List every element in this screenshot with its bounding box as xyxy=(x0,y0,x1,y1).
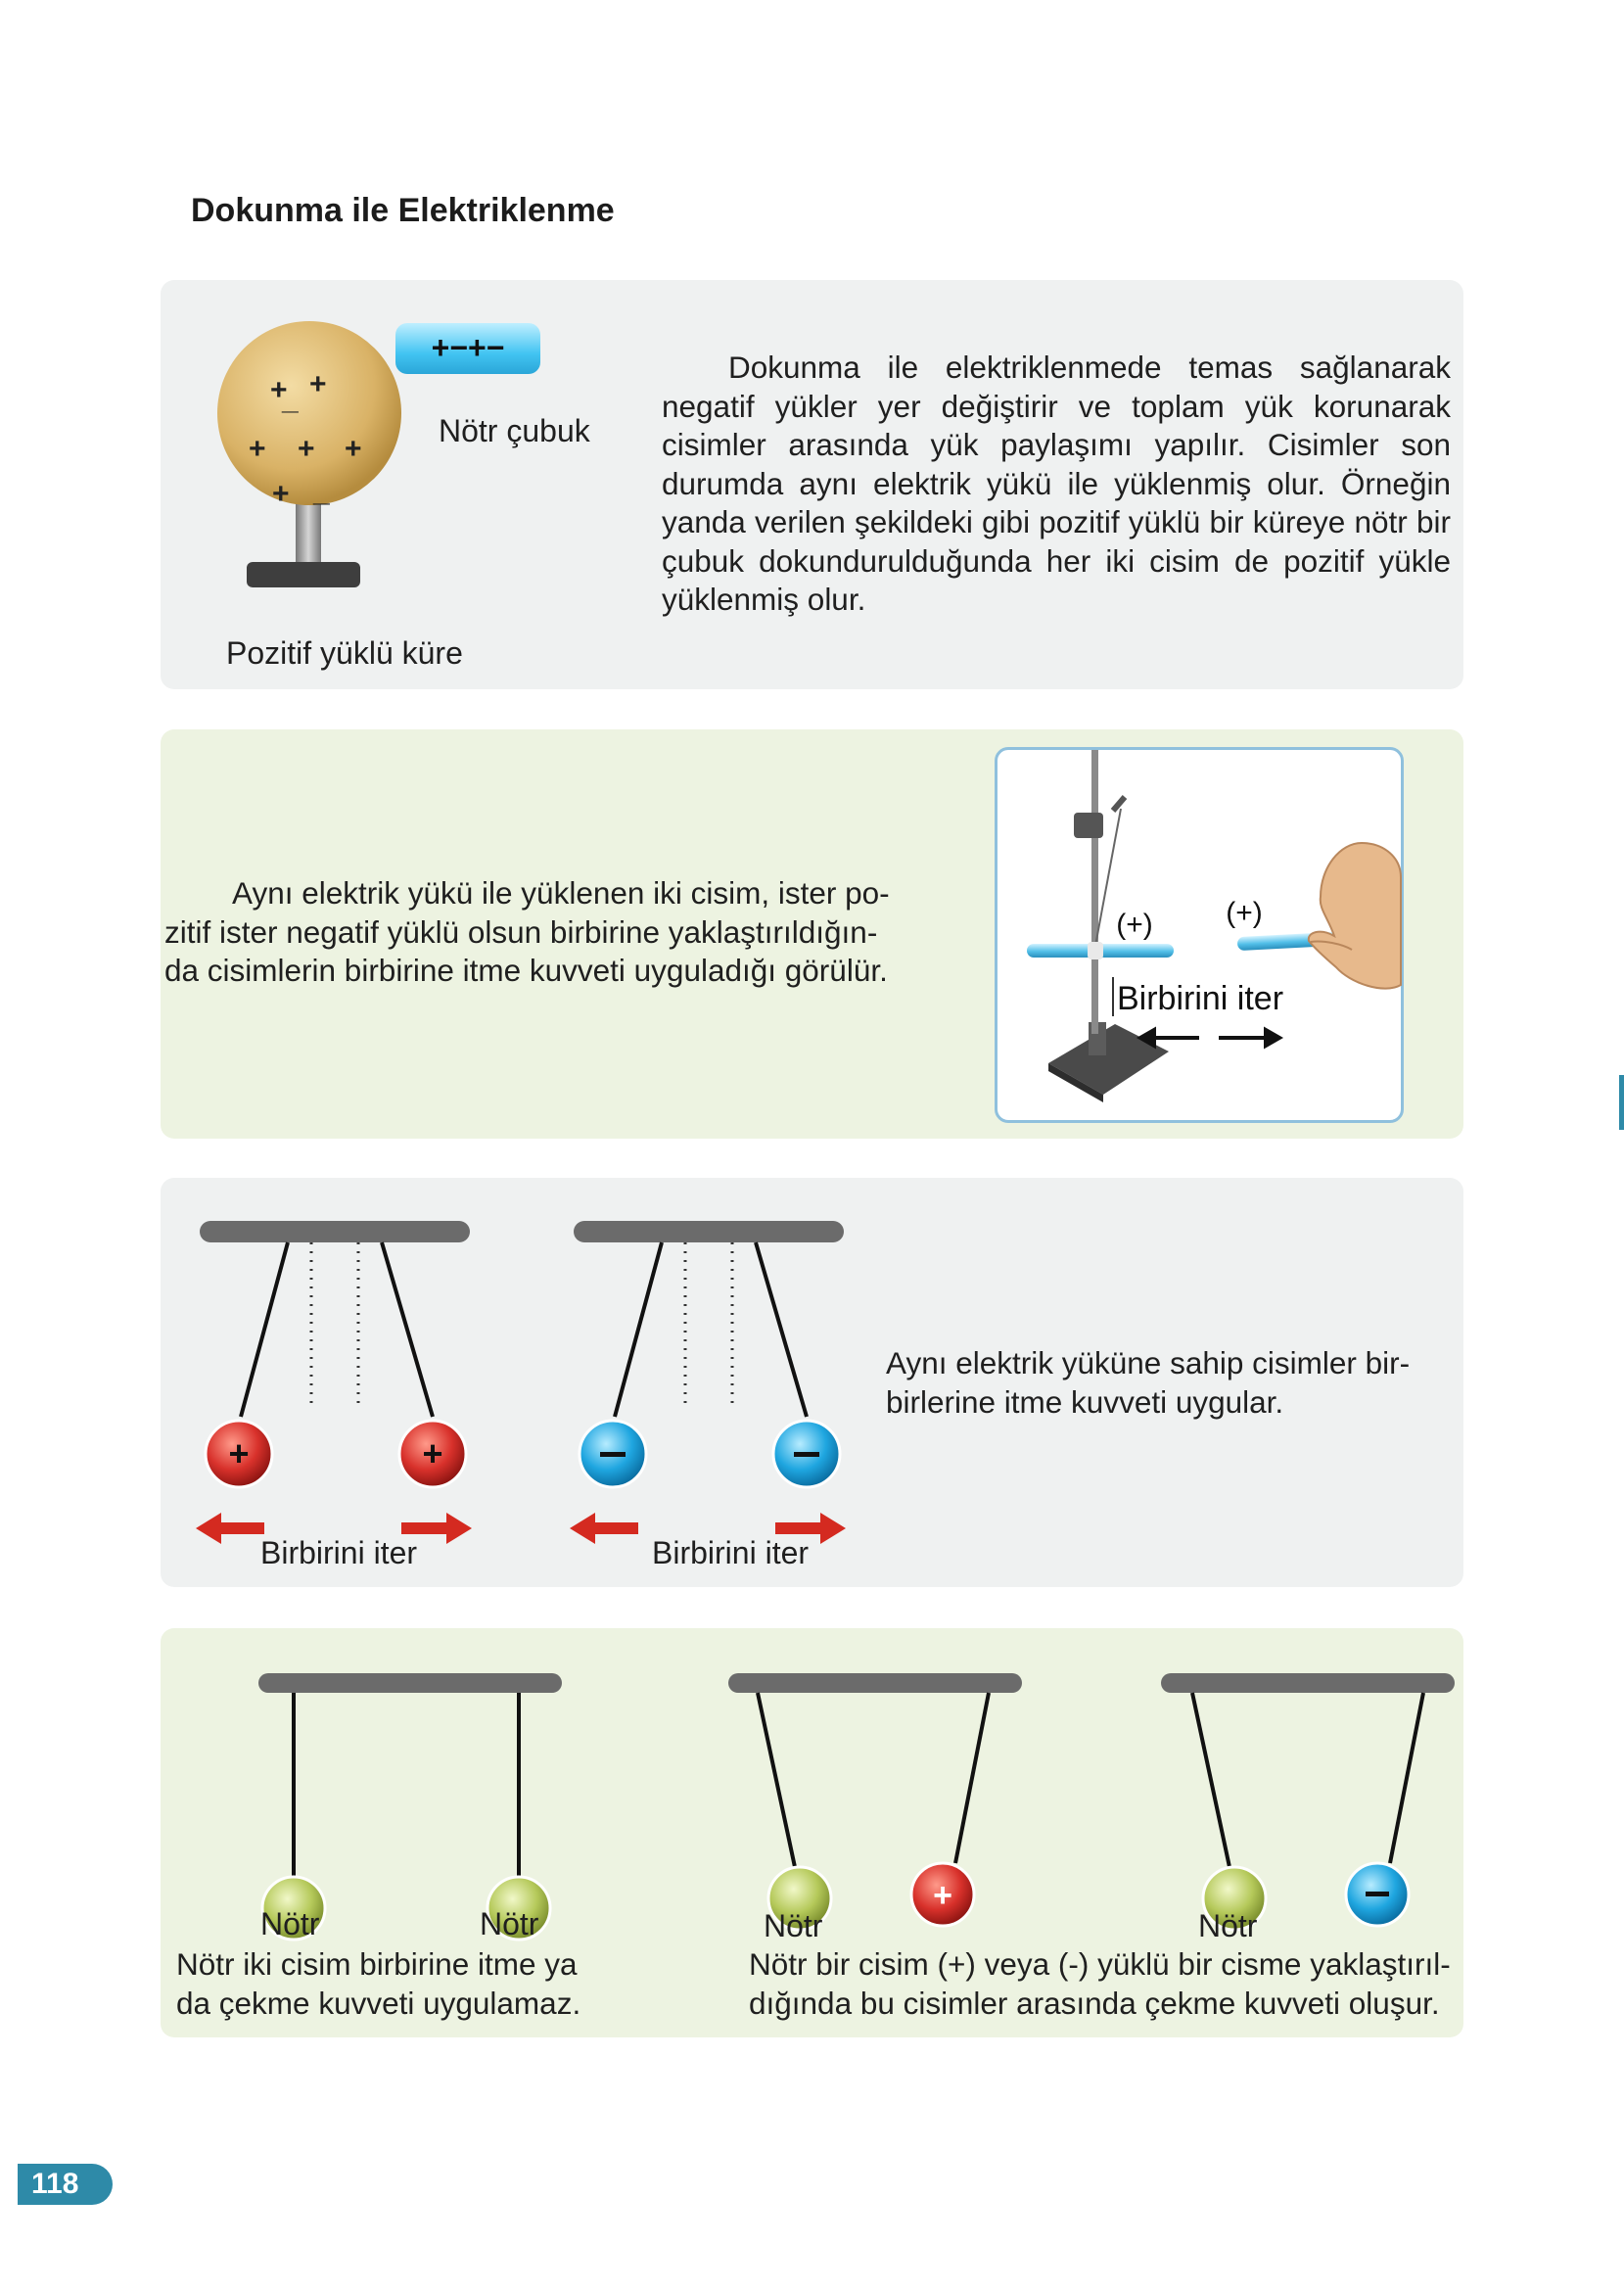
like-charges-line-3: da cisimlerin birbirine itme kuvveti uyguladığı görülür. xyxy=(164,953,888,988)
svg-text:+: + xyxy=(298,433,315,465)
like-charges-paragraph xyxy=(164,874,928,991)
page-number: 118 xyxy=(18,2164,113,2205)
page-heading: Dokunma ile Elektriklenme xyxy=(191,192,615,229)
neutral-left-line-2: da çekme kuvveti uygulamaz. xyxy=(176,1985,581,2021)
stand-clamp xyxy=(1074,813,1103,838)
like-charge-pendulums xyxy=(196,1221,901,1505)
like-charges-text xyxy=(886,1344,1473,1422)
left-pair-caption: Birbirini iter xyxy=(260,1535,418,1570)
neutral-right-line-2: dığında bu cisimler arasında çekme kuvveti oluşur. xyxy=(749,1985,1440,2021)
like-charges-line-2: zitif ister negatif yüklü olsun birbirine yaklaştırıldığın- xyxy=(164,913,878,950)
like-charges-text-line-1: Aynı elektrik yüküne sahip cisimler bir- xyxy=(886,1345,1411,1380)
right-pair-caption: Birbirini iter xyxy=(652,1535,810,1570)
like-charges-text-line-2: birlerine itme kuvveti uygular. xyxy=(886,1383,1284,1420)
neutral-label-4: Nötr xyxy=(1198,1908,1258,1943)
section-neutral-objects xyxy=(161,1628,1463,2037)
svg-text:_: _ xyxy=(282,384,299,416)
sphere-label: Pozitif yüklü küre xyxy=(226,635,463,671)
neutral-label-2: Nötr xyxy=(480,1906,539,1941)
rod-label: Nötr çubuk xyxy=(439,413,590,448)
like-charges-line-1: Aynı elektrik yükü ile yüklenen iki cisim, ister po- xyxy=(232,875,890,911)
side-marker xyxy=(1619,1075,1624,1130)
neutral-label-1: Nötr xyxy=(260,1906,320,1941)
positive-sphere xyxy=(217,321,401,505)
svg-text:+: + xyxy=(933,1877,952,1914)
svg-text:+: + xyxy=(270,374,288,406)
charged-sphere-figure xyxy=(239,315,630,638)
rod-repulsion-figure xyxy=(995,747,1404,1123)
contact-charging-paragraph: Dokunma ile elektriklenmede temas sağlanarak negatif yükler yer değiştirir ve toplam yük korunarak cisimler arasında yük paylaşımı yapılır. Cisimler son durumda aynı elektrik yükü ile yüklenmiş olur. Örneğin yanda verilen şekildeki gibi pozitif yüklü bir küreye nötr bir çubuk dokundurulduğunda her iki cisim de pozitif yükle yüklenmiş olur. xyxy=(662,350,1451,617)
hand xyxy=(1309,843,1401,989)
section-like-charges xyxy=(161,729,1463,1139)
svg-text:+: + xyxy=(228,1433,250,1473)
neutral-left-line-1: Nötr iki cisim birbirine itme ya xyxy=(176,1946,578,1982)
neutral-left-text xyxy=(176,1945,626,2023)
stand-pole xyxy=(1091,750,1098,1034)
hanging-rod-charge: (+) xyxy=(1116,909,1153,941)
neutral-right-text xyxy=(749,1945,1454,2023)
svg-text:+: + xyxy=(249,433,266,465)
neutral-right-line-1: Nötr bir cisim (+) veya (-) yüklü bir cisme yaklaştırıl- xyxy=(749,1946,1451,1982)
svg-text:_: _ xyxy=(313,476,330,508)
held-rod-charge: (+) xyxy=(1226,897,1263,929)
svg-text:+: + xyxy=(309,368,327,400)
sphere-stand-base xyxy=(247,562,360,587)
bar-right xyxy=(574,1221,844,1242)
neutral-pendulums xyxy=(161,1673,1433,1947)
svg-text:+: + xyxy=(272,478,290,510)
bar-left xyxy=(200,1221,470,1242)
svg-text:+: + xyxy=(345,433,362,465)
repel-arrows xyxy=(1140,1030,1279,1046)
section-contact-charging xyxy=(161,280,1463,689)
rod-signs: +−+− xyxy=(431,330,505,365)
section-pendulums-like xyxy=(161,1178,1463,1587)
svg-text:+: + xyxy=(422,1433,443,1473)
figure-caption: Birbirini iter xyxy=(1117,980,1284,1017)
neutral-label-3: Nötr xyxy=(764,1908,823,1943)
